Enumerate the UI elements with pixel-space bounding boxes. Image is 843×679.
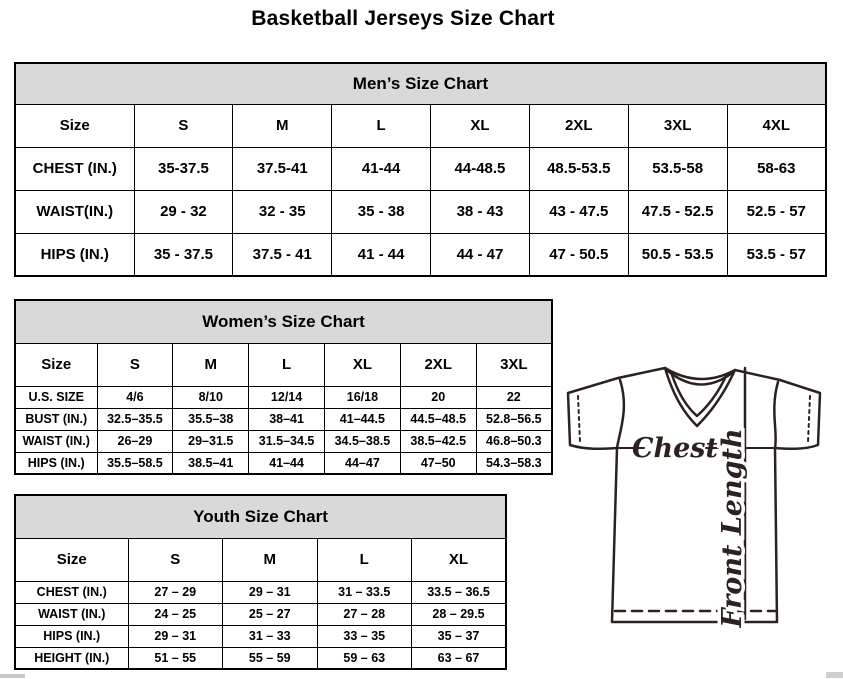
women-cell: 20 bbox=[400, 386, 476, 408]
men-cell: 44-48.5 bbox=[431, 147, 530, 190]
men-column-header: S bbox=[134, 104, 233, 147]
women-table-row bbox=[15, 430, 552, 452]
youth-size-chart bbox=[14, 494, 507, 670]
women-column-header: S bbox=[97, 343, 173, 386]
youth-column-header: M bbox=[223, 538, 318, 581]
women-table-row bbox=[15, 408, 552, 430]
men-column-header: 3XL bbox=[628, 104, 727, 147]
men-row-label: HIPS (IN.) bbox=[15, 233, 134, 276]
men-table-row bbox=[15, 233, 826, 276]
women-cell: 22 bbox=[476, 386, 552, 408]
chest-label: Chest bbox=[632, 433, 718, 464]
women-cell: 16/18 bbox=[324, 386, 400, 408]
women-cell: 38.5–42.5 bbox=[400, 430, 476, 452]
men-table-row bbox=[15, 147, 826, 190]
men-column-header: 2XL bbox=[529, 104, 628, 147]
women-cell: 46.8–50.3 bbox=[476, 430, 552, 452]
women-cell: 31.5–34.5 bbox=[249, 430, 325, 452]
mens-size-chart bbox=[14, 62, 827, 277]
women-cell: 41–44.5 bbox=[324, 408, 400, 430]
youth-cell: 55 – 59 bbox=[223, 647, 318, 669]
women-cell: 38.5–41 bbox=[173, 452, 249, 474]
youth-cell: 51 – 55 bbox=[128, 647, 223, 669]
youth-cell: 29 – 31 bbox=[223, 581, 318, 603]
women-column-header: XL bbox=[324, 343, 400, 386]
women-row-label: HIPS (IN.) bbox=[15, 452, 97, 474]
youth-table-caption: Youth Size Chart bbox=[15, 495, 506, 538]
men-cell: 52.5 - 57 bbox=[727, 190, 826, 233]
men-cell: 35-37.5 bbox=[134, 147, 233, 190]
women-cell: 8/10 bbox=[173, 386, 249, 408]
women-column-header: Size bbox=[15, 343, 97, 386]
women-cell: 47–50 bbox=[400, 452, 476, 474]
women-table-row bbox=[15, 386, 552, 408]
women-table-caption: Women’s Size Chart bbox=[15, 300, 552, 343]
youth-cell: 33 – 35 bbox=[317, 625, 412, 647]
women-cell: 41–44 bbox=[249, 452, 325, 474]
youth-row-label: WAIST (IN.) bbox=[15, 603, 128, 625]
men-cell: 41 - 44 bbox=[332, 233, 431, 276]
women-cell: 35.5–58.5 bbox=[97, 452, 173, 474]
women-table-row bbox=[15, 452, 552, 474]
men-cell: 53.5 - 57 bbox=[727, 233, 826, 276]
men-column-header: L bbox=[332, 104, 431, 147]
youth-row-label: CHEST (IN.) bbox=[15, 581, 128, 603]
womens-size-chart bbox=[14, 299, 553, 475]
men-cell: 35 - 38 bbox=[332, 190, 431, 233]
women-cell: 35.5–38 bbox=[173, 408, 249, 430]
women-cell: 52.8–56.5 bbox=[476, 408, 552, 430]
men-cell: 50.5 - 53.5 bbox=[628, 233, 727, 276]
men-cell: 48.5-53.5 bbox=[529, 147, 628, 190]
jersey-outline-path bbox=[568, 368, 820, 622]
men-row-label: WAIST(IN.) bbox=[15, 190, 134, 233]
men-cell: 35 - 37.5 bbox=[134, 233, 233, 276]
front-length-label: Front Length bbox=[717, 428, 748, 628]
youth-table bbox=[14, 494, 507, 670]
youth-table-row bbox=[15, 603, 506, 625]
men-cell: 32 - 35 bbox=[233, 190, 332, 233]
men-cell: 47 - 50.5 bbox=[529, 233, 628, 276]
men-cell: 58-63 bbox=[727, 147, 826, 190]
men-column-header: 4XL bbox=[727, 104, 826, 147]
youth-column-header: L bbox=[317, 538, 412, 581]
women-cell: 44–47 bbox=[324, 452, 400, 474]
men-column-header: M bbox=[233, 104, 332, 147]
women-cell: 38–41 bbox=[249, 408, 325, 430]
women-row-label: BUST (IN.) bbox=[15, 408, 97, 430]
youth-column-header: S bbox=[128, 538, 223, 581]
men-cell: 37.5 - 41 bbox=[233, 233, 332, 276]
jersey-diagram bbox=[558, 356, 830, 628]
page-title: Basketball Jerseys Size Chart bbox=[251, 7, 555, 30]
women-cell: 12/14 bbox=[249, 386, 325, 408]
men-cell: 38 - 43 bbox=[431, 190, 530, 233]
men-table bbox=[14, 62, 827, 277]
women-column-header: L bbox=[249, 343, 325, 386]
men-cell: 37.5-41 bbox=[233, 147, 332, 190]
men-column-header: Size bbox=[15, 104, 134, 147]
youth-table-row bbox=[15, 581, 506, 603]
youth-cell: 25 – 27 bbox=[223, 603, 318, 625]
men-cell: 29 - 32 bbox=[134, 190, 233, 233]
men-cell: 44 - 47 bbox=[431, 233, 530, 276]
women-cell: 26–29 bbox=[97, 430, 173, 452]
youth-column-header: Size bbox=[15, 538, 128, 581]
men-row-label: CHEST (IN.) bbox=[15, 147, 134, 190]
women-column-header: 3XL bbox=[476, 343, 552, 386]
youth-cell: 24 – 25 bbox=[128, 603, 223, 625]
women-row-label: U.S. SIZE bbox=[15, 386, 97, 408]
women-cell: 54.3–58.3 bbox=[476, 452, 552, 474]
women-column-header: 2XL bbox=[400, 343, 476, 386]
youth-row-label: HIPS (IN.) bbox=[15, 625, 128, 647]
horizontal-scrollbar-fragment[interactable] bbox=[826, 672, 843, 678]
youth-cell: 27 – 29 bbox=[128, 581, 223, 603]
youth-cell: 29 – 31 bbox=[128, 625, 223, 647]
women-column-header: M bbox=[173, 343, 249, 386]
horizontal-scrollbar-thumb[interactable] bbox=[0, 674, 25, 678]
men-column-header: XL bbox=[431, 104, 530, 147]
men-table-caption: Men’s Size Chart bbox=[15, 63, 826, 104]
women-cell: 44.5–48.5 bbox=[400, 408, 476, 430]
youth-cell: 35 – 37 bbox=[412, 625, 507, 647]
women-cell: 34.5–38.5 bbox=[324, 430, 400, 452]
men-cell: 47.5 - 52.5 bbox=[628, 190, 727, 233]
women-cell: 29–31.5 bbox=[173, 430, 249, 452]
men-table-row bbox=[15, 190, 826, 233]
men-cell: 41-44 bbox=[332, 147, 431, 190]
youth-cell: 31 – 33.5 bbox=[317, 581, 412, 603]
women-cell: 32.5–35.5 bbox=[97, 408, 173, 430]
youth-cell: 59 – 63 bbox=[317, 647, 412, 669]
youth-cell: 28 – 29.5 bbox=[412, 603, 507, 625]
youth-cell: 27 – 28 bbox=[317, 603, 412, 625]
men-cell: 53.5-58 bbox=[628, 147, 727, 190]
youth-table-row bbox=[15, 647, 506, 669]
youth-cell: 63 – 67 bbox=[412, 647, 507, 669]
women-cell: 4/6 bbox=[97, 386, 173, 408]
youth-row-label: HEIGHT (IN.) bbox=[15, 647, 128, 669]
youth-column-header: XL bbox=[412, 538, 507, 581]
youth-cell: 31 – 33 bbox=[223, 625, 318, 647]
men-cell: 43 - 47.5 bbox=[529, 190, 628, 233]
women-row-label: WAIST (IN.) bbox=[15, 430, 97, 452]
women-table bbox=[14, 299, 553, 475]
youth-table-row bbox=[15, 625, 506, 647]
youth-cell: 33.5 – 36.5 bbox=[412, 581, 507, 603]
